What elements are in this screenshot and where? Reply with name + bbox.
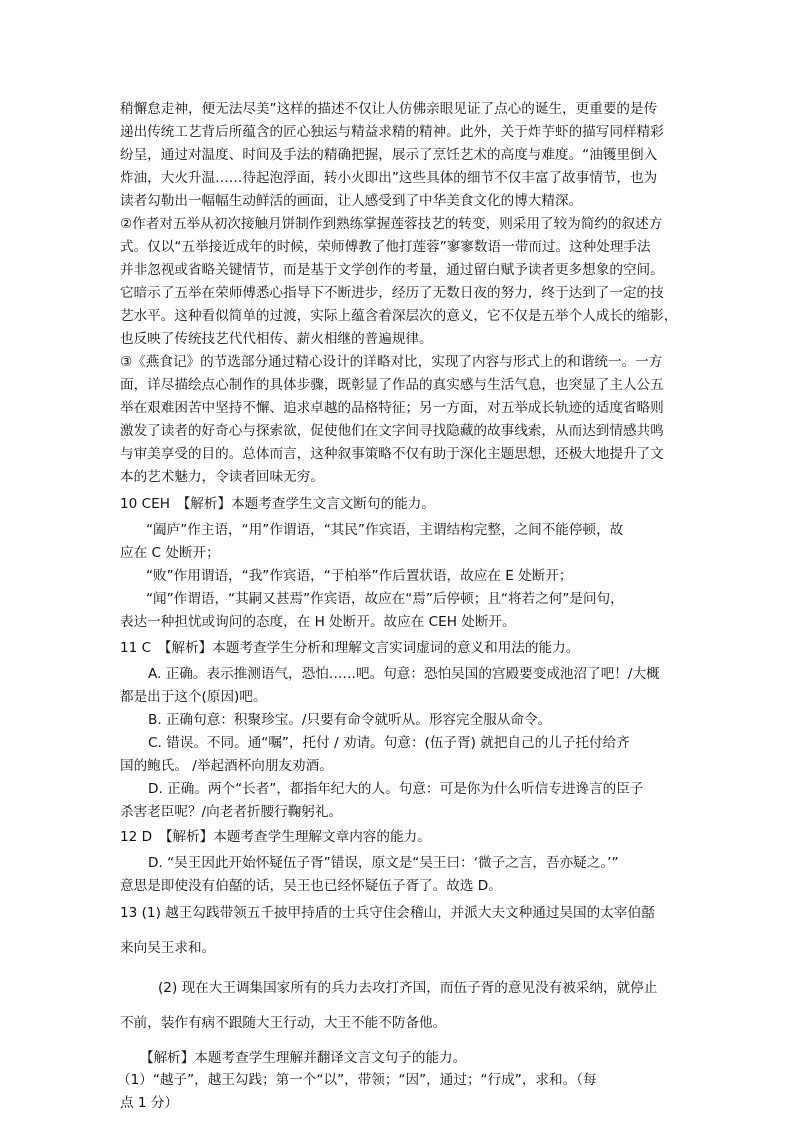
text-line: 式。仅以“五举接近成年的时候，荣师傅教了他打莲蓉”寥寥数语一带而过。这种处理手法	[120, 239, 651, 255]
text-line: 【解析】本题考查学生理解并翻译文言文句子的能力。	[140, 1050, 467, 1066]
text-line: 与审美享受的目的。总体而言，这种叙事策略不仅有助于深化主题思想，还极大地提升了文	[120, 446, 664, 462]
question-10-heading: 10 CEH 【解析】本题考查学生文言文断句的能力。	[120, 496, 435, 512]
text-line: （1）“越子”，越王勾践；第一个“以”，带领；“因”，通过；“行成”，求和。（每	[117, 1072, 597, 1088]
text-line: “阖庐”作主语，“用”作谓语，“其民”作宾语，主谓结构完整，之间不能停顿，故	[146, 522, 624, 538]
text-line: A. 正确。表示推测语气，恐怕……吧。句意：恐怕吴国的宫殿要变成池沼了吧！/大概	[148, 666, 660, 682]
text-line: (2) 现在大王调集国家所有的兵力去攻打齐国，而伍子胥的意见没有被采纳，就停止	[158, 980, 658, 996]
text-line: 点 1 分）	[120, 1095, 179, 1111]
text-line: D. “吴王因此开始怀疑伍子胥”错误，原文是“吴王曰：‘微子之言，吾亦疑之。’”	[148, 855, 619, 871]
text-line: 来向吴王求和。	[120, 940, 216, 956]
text-line: 并非忽视或省略关键情节，而是基于文学创作的考量，通过留白赋予读者更多想象的空间。	[120, 262, 664, 278]
text-line: 读者勾勒出一幅幅生动鲜活的画面，让人感受到了中华美食文化的博大精深。	[120, 193, 583, 209]
text-line: “败”作用谓语，“我”作宾语，“于柏举”作后置状语，故应在 E 处断开；	[146, 568, 573, 584]
text-line: 面，详尽描绘点心制作的具体步骤，既彰显了作品的真实感与生活气息，也突显了主人公五	[120, 377, 664, 393]
text-line: 也反映了传统技艺代代相传、薪火相继的普遍规律。	[120, 331, 433, 347]
text-line: 不前，装作有病不跟随大王行动，大王不能不防备他。	[120, 1015, 447, 1031]
text-line: 稍懈怠走神，便无法尽美”这样的描述不仅让人仿佛亲眼见证了点心的诞生，更重要的是传	[120, 101, 658, 117]
question-13-heading: 13 (1) 越王勾践带领五千披甲持盾的士兵守住会稽山，并派大夫文种通过吴国的太宰伯嚭	[120, 905, 655, 921]
text-line: 艺水平。这种看似简单的过渡，实际上蕴含着深层次的意义，它不仅是五举个人成长的缩影，	[120, 308, 678, 324]
question-12-heading: 12 D 【解析】本题考查学生理解文章内容的能力。	[120, 829, 431, 845]
question-11-heading: 11 C 【解析】本题考查学生分析和理解文言实词虚词的意义和用法的能力。	[120, 640, 580, 656]
text-line: 递出传统工艺背后所蕴含的匠心独运与精益求精的精神。此外，关于炸芋虾的描写同样精彩	[120, 124, 664, 140]
text-line: C. 错误。不同。通“嘱”，托付 / 劝请。句意：(伍子胥) 就把自己的儿子托付给齐	[148, 735, 630, 751]
text-line: 本的艺术魅力，令读者回味无穷。	[120, 469, 324, 485]
text-line: 应在 C 处断开；	[120, 545, 220, 561]
text-line: 意思是即使没有伯嚭的话，吴王也已经怀疑伍子胥了。故选 D。	[120, 878, 502, 894]
text-line: 都是出于这个(原因)吧。	[120, 689, 267, 705]
text-line: 表达一种担忧或询问的态度，在 H 处断开。故应在 CEH 处断开。	[120, 614, 516, 630]
text-line: 纷呈，通过对温度、时间及手法的精确把握，展示了烹饪艺术的高度与难度。“油镬里倒入	[120, 147, 658, 163]
text-line: 它暗示了五举在荣师傅悉心指导下不断进步，经历了无数日夜的努力，终于达到了一定的技	[120, 285, 664, 301]
text-line: 国的鲍氏。 /举起酒杯向朋友劝酒。	[120, 758, 333, 774]
text-line: 杀害老臣呢？/向老者折腰行鞠躬礼。	[120, 804, 343, 820]
text-line: “闻”作谓语，“其嗣又甚焉”作宾语，故应在“焉”后停顿；且“将若之何”是问句，	[146, 591, 624, 607]
text-line: 炸油，大火升温……待起泡浮面，转小火即出”这些具体的细节不仅丰富了故事情节，也为	[120, 170, 658, 186]
text-line: 激发了读者的好奇心与探索欲，促使他们在文字间寻找隐藏的故事线索，从而达到情感共鸣	[120, 423, 664, 439]
text-line: ②作者对五举从初次接触月饼制作到熟练掌握莲蓉技艺的转变，则采用了较为简约的叙述方	[120, 216, 663, 232]
text-line: 举在艰难困苦中坚持不懈、追求卓越的品格特征；另一方面，对五举成长轨迹的适度省略则	[120, 400, 664, 416]
text-line: ③《燕食记》的节选部分通过精心设计的详略对比，实现了内容与形式上的和谐统一。一方	[120, 354, 663, 370]
text-line: D. 正确。两个“长者”，都指年纪大的人。句意：可是你为什么听信专进谗言的臣子	[148, 781, 644, 797]
text-line: B. 正确句意：积聚珍宝。/只要有命令就听从。形容完全服从命令。	[148, 712, 552, 728]
